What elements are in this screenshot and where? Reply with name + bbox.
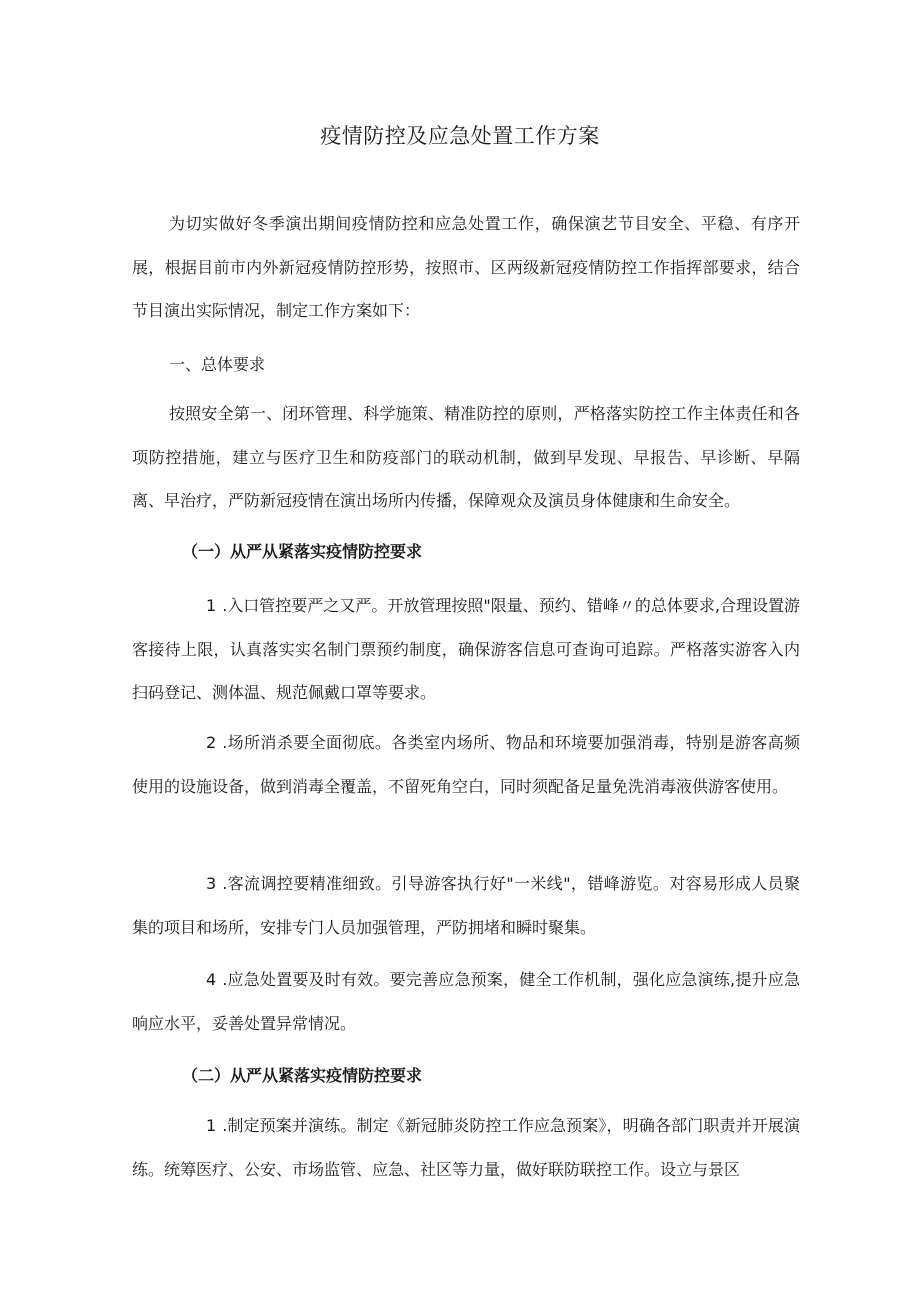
list-item-number: 1 <box>206 1116 217 1135</box>
list-item <box>132 958 800 1045</box>
list-item <box>132 862 800 949</box>
list-item-number: 2 <box>206 733 217 752</box>
intro-paragraph: 为切实做好冬季演出期间疫情防控和应急处置工作，确保演艺节目安全、平稳、有序开展，根据目前市内外新冠疫情防控形势，按照市、区两级新冠疫情防控工作指挥部要求，结合节目演出实际情况，制定工作方案如下： <box>132 214 800 320</box>
list-item-number: 1 <box>206 596 217 615</box>
list-item-text: .应急处置要及时有效。要完善应急预案，健全工作机制，强化应急演练,提升应急响应水平，妥善处置异常情况。 <box>132 970 800 1033</box>
list-item-number: 3 <box>206 874 217 893</box>
list-item-text: .入口管控要严之又严。开放管理按照"限量、预约、错峰〃的总体要求,合理设置游客接待上限，认真落实实名制门票预约制度，确保游客信息可查询可追踪。严格落实游客入内扫码登记、测体温、规范佩戴口罩等要求。 <box>132 596 800 702</box>
list-item-text: .制定预案并演练。制定《新冠肺炎防控工作应急预案》，明确各部门职责并开展演练。统筹医疗、公安、市场监管、应急、社区等力量，做好联防联控工作。设立与景区 <box>132 1116 800 1179</box>
section-body: 按照安全第一、闭环管理、科学施策、精准防控的原则，严格落实防控工作主体责任和各项防控措施，建立与医疗卫生和防疫部门的联动机制，做到早发现、早报告、早诊断、早隔离、早治疗，严防新冠疫情在演出场所内传播，保障观众及演员身体健康和生命安全。 <box>132 404 800 510</box>
list-item <box>132 584 800 715</box>
subsection-heading: （二）从严从紧落实疫情防控要求 <box>182 1066 423 1085</box>
list-item <box>132 721 800 808</box>
document-title: 疫情防控及应急处置工作方案 <box>320 124 600 148</box>
list-item <box>132 1104 800 1191</box>
list-item-number: 4 <box>206 970 217 989</box>
section-heading: 一、总体要求 <box>169 355 266 374</box>
list-item-text: .客流调控要精准细致。引导游客执行好"一米线"，错峰游览。对容易形成人员聚集的项目和场所，安排专门人员加强管理，严防拥堵和瞬时聚集。 <box>132 874 800 937</box>
subsection-heading: （一）从严从紧落实疫情防控要求 <box>182 542 423 561</box>
list-item-text: .场所消杀要全面彻底。各类室内场所、物品和环境要加强消毒，特别是游客高频使用的设施设备，做到消毒全覆盖，不留死角空白，同时须配备足量免洗消毒液供游客使用。 <box>132 733 800 796</box>
